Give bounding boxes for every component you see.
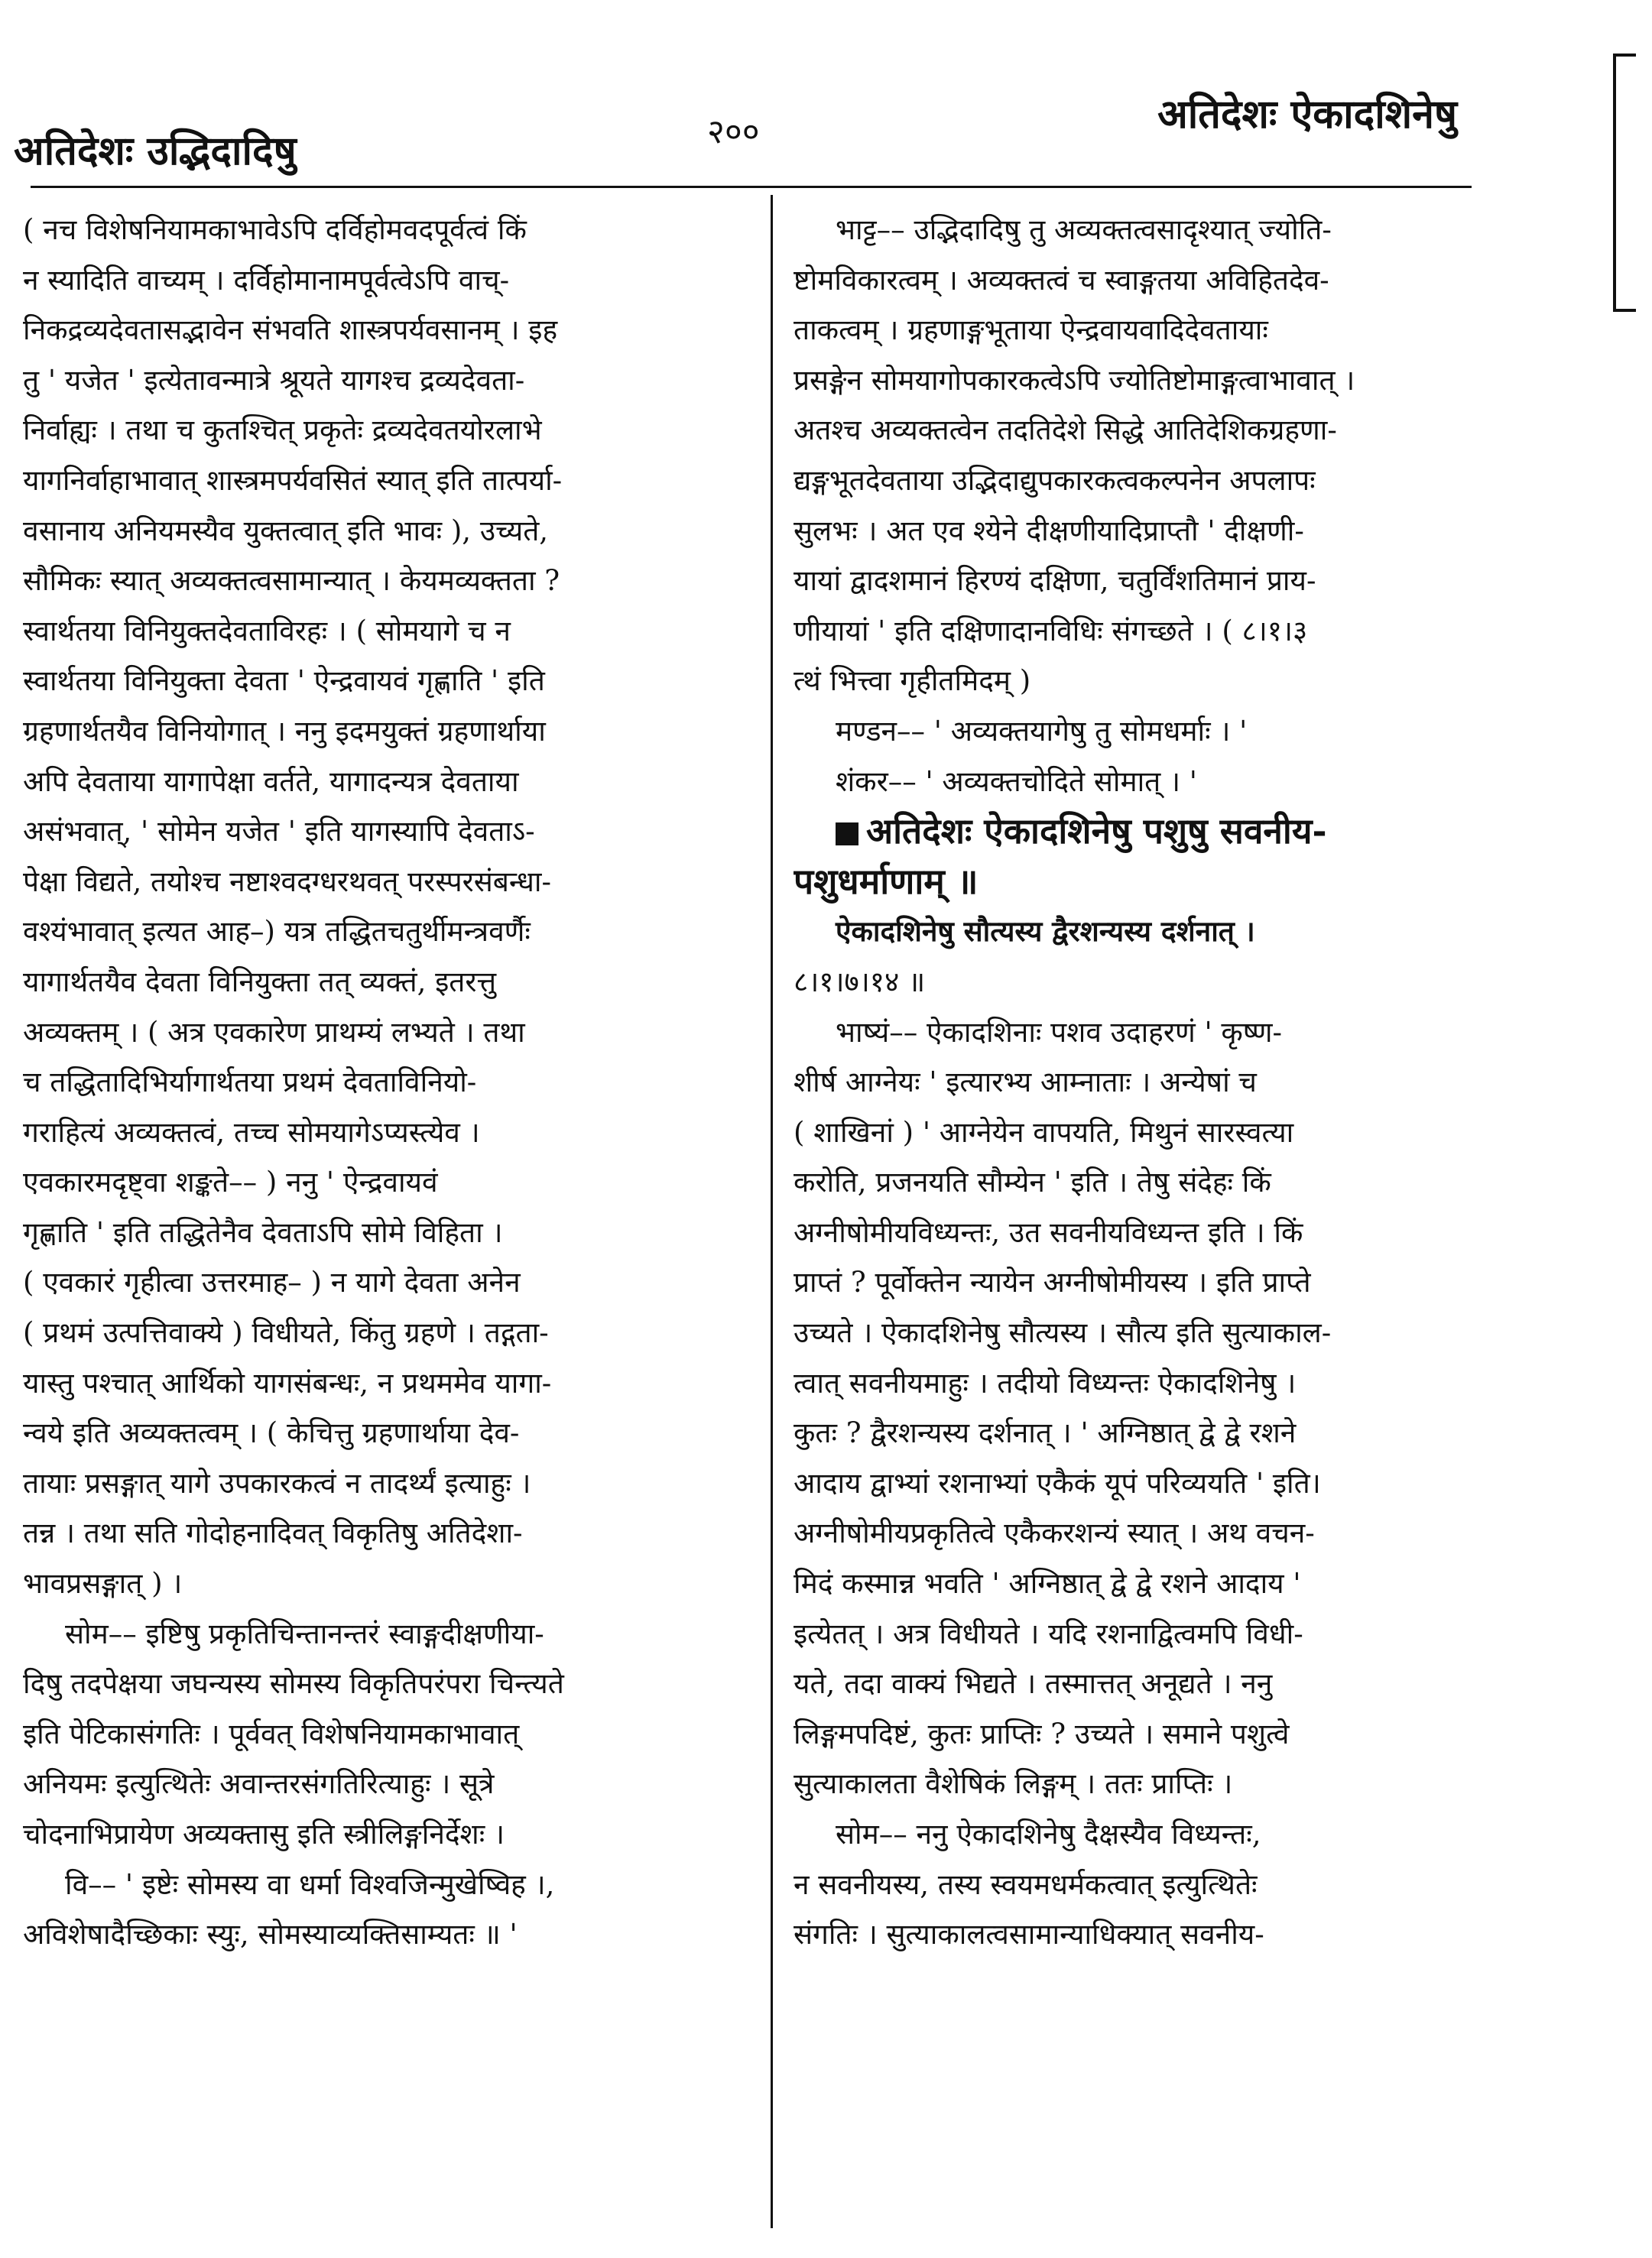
text-line: लिङ्गमपदिष्टं, कुतः प्राप्तिः ? उच्यते । समाने पशुत्वे [794,1717,1290,1750]
text-line: गराहित्यं अव्यक्तत्वं, तच्च सोमयागेऽप्यस्त्येव । [23,1115,480,1149]
text-line: णीयायां ' इति दक्षिणादानविधिः संगच्छते । ( ८।१।३ [794,614,1308,647]
text-line: तु ' यजेत ' इत्येतावन्मात्रे श्रूयते यागश्च द्रव्यदेवता- [23,363,525,397]
text-line: सोम–– इष्टिषु प्रकृतिचिन्तानन्तरं स्वाङ्गदीक्षणीया- [65,1617,544,1650]
text-line: पेक्षा विद्यते, तयोश्च नष्टाश्वदग्धरथवत् परस्परसंबन्धा- [23,865,552,898]
text-line: अव्यक्तम् । ( अत्र एवकारेण प्राथम्यं लभ्यते । तथा [23,1015,525,1049]
text-line: ( शाखिनां ) ' आग्नेयेन वापयति, मिथुनं सारस्वत्या [794,1115,1294,1149]
text-line: त्वात् सवनीयमाहुः । तदीयो विध्यन्तः ऐकादशिनेषु । [794,1366,1297,1400]
text-line: ताकत्वम् । ग्रहणाङ्गभूताया ऐन्द्रवायवादिदेवतायाः [794,313,1268,347]
text-line: वश्यंभावात् इत्यत आह–) यत्र तद्धितचतुर्थीमन्त्रवर्णैः [23,915,531,949]
text-line: यागार्थतयैव देवता विनियुक्ता तत् व्यक्तं, इतरत्तु [23,965,497,998]
text-line: गृह्णाति ' इति तद्धितेनैव देवताऽपि सोमे विहिता । [23,1215,503,1249]
text-line: वि–– ' इष्टेः सोमस्य वा धर्मा विश्वजिन्मुखेष्विह ।, [65,1867,555,1901]
text-line: शंकर–– ' अव्यक्तचोदिते सोमात् । ' [836,764,1197,798]
text-line: ग्रहणार्थतयैव विनियोगात् । ननु इदमयुक्तं ग्रहणार्थाया [23,714,546,748]
text-line: भाट्ट–– उद्भिदादिषु तु अव्यक्तत्वसादृश्यात् ज्योति- [836,213,1332,246]
right-column [794,205,1466,1960]
text-line: द्यङ्गभूतदेवताया उद्भिदाद्युपकारकत्वकल्पनेन अपलापः [794,463,1316,497]
text-line: प्राप्तं ? पूर्वोक्तेन न्यायेन अग्नीषोमीयस्य । इति प्राप्ते [794,1266,1311,1299]
section-mark-icon [836,822,858,845]
text-line: कुतः ? द्वैरशन्यस्य दर्शनात् । ' अग्निष्ठात् द्वे द्वे रशने [794,1416,1297,1450]
column-divider [771,195,773,2228]
text-line: यायां द्वादशमानं हिरण्यं दक्षिणा, चतुर्विंशतिमानं प्राय- [794,564,1316,598]
page-number: २०० [707,112,760,151]
text-line: यते, तदा वाक्यं भिद्यते । तस्मात्तत् अनूद्यते । ननु [794,1667,1273,1701]
page-header [0,0,1652,180]
text-line: तायाः प्रसङ्गात् यागे उपकारकत्वं न तादर्थ्यं इत्याहुः । [23,1466,531,1500]
text-line: चोदनाभिप्रायेण अव्यक्तासु इति स्त्रीलिङ्गनिर्देशः । [23,1818,505,1851]
text-line: ( एवकारं गृहीत्वा उत्तरमाह– ) न यागे देवता अनेन [23,1266,521,1299]
text-line: आदाय द्वाभ्यां रशनाभ्यां एकैकं यूपं परिव्ययति ' इति। [794,1466,1321,1500]
text-line: त्थं भित्त्वा गृहीतमिदम् ) [794,664,1031,698]
text-line: तन्न । तथा सति गोदोहनादिवत् विकृतिषु अतिदेशा- [23,1517,523,1550]
text-line: करोति, प्रजनयति सौम्येन ' इति । तेषु संदेहः किं [794,1166,1271,1199]
text-line: भाष्यं–– ऐकादशिनाः पशव उदाहरणं ' कृष्ण- [836,1015,1282,1049]
text-line: ष्टोमविकारत्वम् । अव्यक्तत्वं च स्वाङ्गतया अविहितदेव- [794,263,1329,297]
text-line: सौमिकः स्यात् अव्यक्तत्वसामान्यात् । केयमव्यक्तता ? [23,564,560,598]
text-line: निकद्रव्यदेवतासद्भावेन संभवति शास्त्रपर्यवसानम् । इह [23,313,558,347]
text-line: उच्यते । ऐकादशिनेषु सौत्यस्य । सौत्य इति सुत्याकाल- [794,1316,1332,1350]
text-line: वसानाय अनियमस्यैव युक्तत्वात् इति भावः ), उच्यते, [23,514,549,547]
text-line: च तद्धितादिभिर्यागार्थतया प्रथमं देवताविनियो- [23,1066,477,1099]
text-line: इत्येतत् । अत्र विधीयते । यदि रशनाद्वित्वमपि विधी- [794,1617,1303,1650]
section-heading-continued: पशुधर्माणाम् ॥ [794,860,979,902]
left-column [23,205,763,1960]
header-rule [31,186,1472,188]
text-line: भावप्रसङ्गात् ) । [23,1567,183,1601]
right-running-title: अतिदेशः ऐकादशिनेषु [1157,91,1457,138]
left-running-title: अतिदेशः उद्भिदादिषु [14,128,297,174]
text-line: यागनिर्वाहाभावात् शास्त्रमपर्यवसितं स्यात् इति तात्पर्या- [23,463,563,497]
text-line: ( नच विशेषनियामकाभावेऽपि दर्विहोमवदपूर्वत्वं किं [23,213,527,246]
margin-bracket [1613,54,1636,312]
text-line: मण्डन–– ' अव्यक्तयागेषु तु सोमधर्माः । ' [836,714,1248,748]
section-heading-text: अतिदेशः ऐकादशिनेषु पशुषु सवनीय- [866,810,1327,852]
text-line: न स्यादिति वाच्यम् । दर्विहोमानामपूर्वत्वेऽपि वाच्- [23,263,510,297]
text-line: न सवनीयस्य, तस्य स्वयमधर्मकत्वात् इत्युत्थितेः [794,1867,1258,1901]
text-line: अनियमः इत्युत्थितेः अवान्तरसंगतिरित्याहुः । सूत्रे [23,1767,495,1801]
text-line: एवकारमदृष्ट्वा शङ्कते–– ) ननु ' ऐन्द्रवायवं [23,1166,438,1199]
text-line: निर्वाह्यः । तथा च कुतश्चित् प्रकृतेः द्रव्यदेवतयोरलाभे [23,414,542,447]
section-heading [794,806,1466,857]
text-line: संगतिः । सुत्याकालत्वसामान्याधिक्यात् सवनीय- [794,1918,1264,1951]
text-line: स्वार्थतया विनियुक्तदेवताविरहः । ( सोमयागे च न [23,614,511,647]
text-line: न्वये इति अव्यक्तत्वम् । ( केचित्तु ग्रहणार्थाया देव- [23,1416,520,1450]
text-line: सुलभः । अत एव श्येने दीक्षणीयादिप्राप्तौ ' दीक्षणी- [794,514,1304,547]
text-line: सुत्याकालता वैशेषिकं लिङ्गम् । ततः प्राप्तिः । [794,1767,1233,1801]
text-line: शीर्ष आग्नेयः ' इत्यारभ्य आम्नाताः । अन्येषां च [794,1066,1257,1099]
text-line: इति पेटिकासंगतिः । पूर्ववत् विशेषनियामकाभावात् [23,1717,520,1750]
text-line: प्रसङ्गेन सोमयागोपकारकत्वेऽपि ज्योतिष्टोमाङ्गत्वाभावात् । [794,363,1355,397]
text-line: सोम–– ननु ऐकादशिनेषु दैक्षस्यैव विध्यन्तः, [836,1818,1261,1851]
sutra-text: ऐकादशिनेषु सौत्यस्य द्वैरशन्यस्य दर्शनात् । [836,914,1255,949]
text-line: अपि देवताया यागापेक्षा वर्तते, यागादन्यत्र देवताया [23,764,519,798]
sutra-number: ८।१।७।१४ ॥ [794,965,926,998]
text-line: दिषु तदपेक्षया जघन्यस्य सोमस्य विकृतिपरंपरा चिन्त्यते [23,1667,564,1701]
text-line: मिदं कस्मान्न भवति ' अग्निष्ठात् द्वे द्वे रशने आदाय ' [794,1567,1301,1601]
text-line: अविशेषादैच्छिकाः स्युः, सोमस्याव्यक्तिसाम्यतः ॥ ' [23,1918,518,1951]
text-line: अग्नीषोमीयप्रकृतित्वे एकैकरशन्यं स्यात् । अथ वचन- [794,1517,1315,1550]
text-line: ( प्रथमं उत्पत्तिवाक्ये ) विधीयते, किंतु ग्रहणे । तद्गता- [23,1316,549,1350]
text-line: स्वार्थतया विनियुक्ता देवता ' ऐन्द्रवायवं गृह्णाति ' इति [23,664,545,698]
text-line: असंभवात्, ' सोमेन यजेत ' इति यागस्यापि देवताऽ- [23,815,535,848]
text-line: अग्नीषोमीयविध्यन्तः, उत सवनीयविध्यन्त इति । किं [794,1215,1303,1249]
text-line: अतश्च अव्यक्तत्वेन तदतिदेशे सिद्धे आतिदेशिकग्रहणा- [794,414,1337,447]
text-line: यास्तु पश्चात् आर्थिको यागसंबन्धः, न प्रथममेव यागा- [23,1366,552,1400]
